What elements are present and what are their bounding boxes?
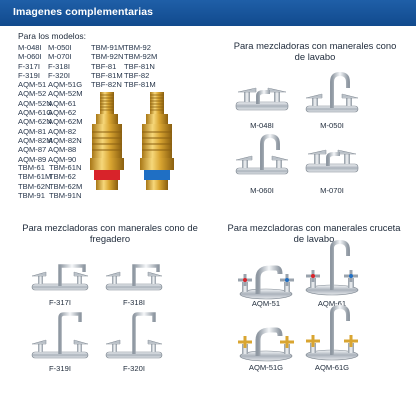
model-code: TBM-91M xyxy=(91,43,125,52)
page-title: Imagenes complementarias xyxy=(13,6,154,18)
model-code: AQM-51 xyxy=(18,80,47,90)
model-code: AQM-62 xyxy=(48,108,77,118)
model-code: AQM-81 xyxy=(18,126,47,136)
model-code: AQM-52M xyxy=(48,89,83,99)
model-code: AQM-90 xyxy=(48,154,77,164)
faucet-image-aqm61g xyxy=(302,305,362,366)
model-code: AQM-89 xyxy=(18,154,47,164)
model-code: TBM-62N xyxy=(18,181,51,191)
section-title-cruceta: Para mezcladoras con manerales cruceta de lavabo xyxy=(227,222,401,244)
model-code: TBM-91 xyxy=(18,190,46,200)
models-column-3 xyxy=(91,43,124,89)
cartridge-cold xyxy=(140,92,174,190)
model-code: AQM-87 xyxy=(18,145,47,155)
model-code: AQM-82M xyxy=(18,135,53,145)
model-code: AQM-52 xyxy=(18,89,47,99)
model-code: TBF-82N xyxy=(91,80,122,90)
faucet-image-aqm61 xyxy=(302,240,362,301)
model-code: TBM-61N xyxy=(49,163,82,172)
faucet-label-m050: M-050I xyxy=(320,121,344,130)
model-code: M-048I xyxy=(18,43,42,52)
section-title-fregadero: Para mezcladoras con manerales cono de fregadero xyxy=(22,222,198,244)
model-code: TBM-92 xyxy=(124,43,152,52)
models-title: Para los modelos: xyxy=(18,31,87,41)
faucet-label-f317: F-317I xyxy=(49,298,71,307)
model-code: AQM-62M xyxy=(48,117,83,127)
model-code: TBM-92M xyxy=(124,52,158,62)
model-code: TBF-81M xyxy=(91,70,123,80)
faucet-label-aqm61g: AQM-61G xyxy=(314,363,350,372)
faucet-label-m060: M-060I xyxy=(250,186,274,195)
cartridge-illustration xyxy=(86,90,180,198)
header-bar xyxy=(0,0,416,26)
model-code: AQM-52N xyxy=(18,98,52,108)
model-code: TBM-62 xyxy=(49,172,77,182)
model-code: TBM-61 xyxy=(18,163,46,172)
faucet-label-m070: M-070I xyxy=(320,186,344,195)
model-code: TBF-81 xyxy=(91,61,117,71)
faucet-label-f320: F-320I xyxy=(123,364,145,373)
model-code: AQM-61 xyxy=(48,98,77,108)
cartridge-hot xyxy=(90,92,124,190)
models-column-2 xyxy=(48,43,83,164)
model-code: TBF-81N xyxy=(124,61,155,71)
model-code: TBM-91N xyxy=(49,190,82,200)
faucet-label-aqm51g: AQM-51G xyxy=(248,363,284,372)
models-column-4 xyxy=(124,43,157,89)
model-code: AQM-51G xyxy=(48,80,83,90)
faucet-label-f318: F-318I xyxy=(123,298,145,307)
faucet-label-f319: F-319I xyxy=(49,364,71,373)
model-code: M-050I xyxy=(48,43,72,52)
model-code: F-317I xyxy=(18,61,40,71)
model-code: TBM-92N xyxy=(91,52,124,62)
model-code: F-319I xyxy=(18,70,40,80)
model-code: M-070I xyxy=(48,52,72,62)
model-code: TBM-61M xyxy=(18,172,52,182)
model-code: M-060I xyxy=(18,52,42,62)
model-code: AQM-61G xyxy=(18,108,53,118)
section-title-lavabo: Para mezcladoras con manerales cono de lavabo xyxy=(233,40,397,62)
faucet-label-m048: M-048I xyxy=(250,121,274,130)
model-code: AQM-62N xyxy=(18,117,52,127)
model-code: AQM-88 xyxy=(48,145,77,155)
model-code: F-320I xyxy=(48,70,70,80)
model-code: F-318I xyxy=(48,61,70,71)
model-code: TBF-81M xyxy=(124,80,156,90)
model-code: AQM-82 xyxy=(48,126,77,136)
faucet-label-aqm61: AQM-61 xyxy=(317,299,347,308)
model-code: TBF-82 xyxy=(124,70,150,80)
models-column-6 xyxy=(49,163,82,200)
faucet-label-aqm51: AQM-51 xyxy=(251,299,281,308)
model-code: AQM-82N xyxy=(48,135,82,145)
model-code: TBM-62M xyxy=(49,181,83,191)
models-column-5 xyxy=(18,163,51,200)
